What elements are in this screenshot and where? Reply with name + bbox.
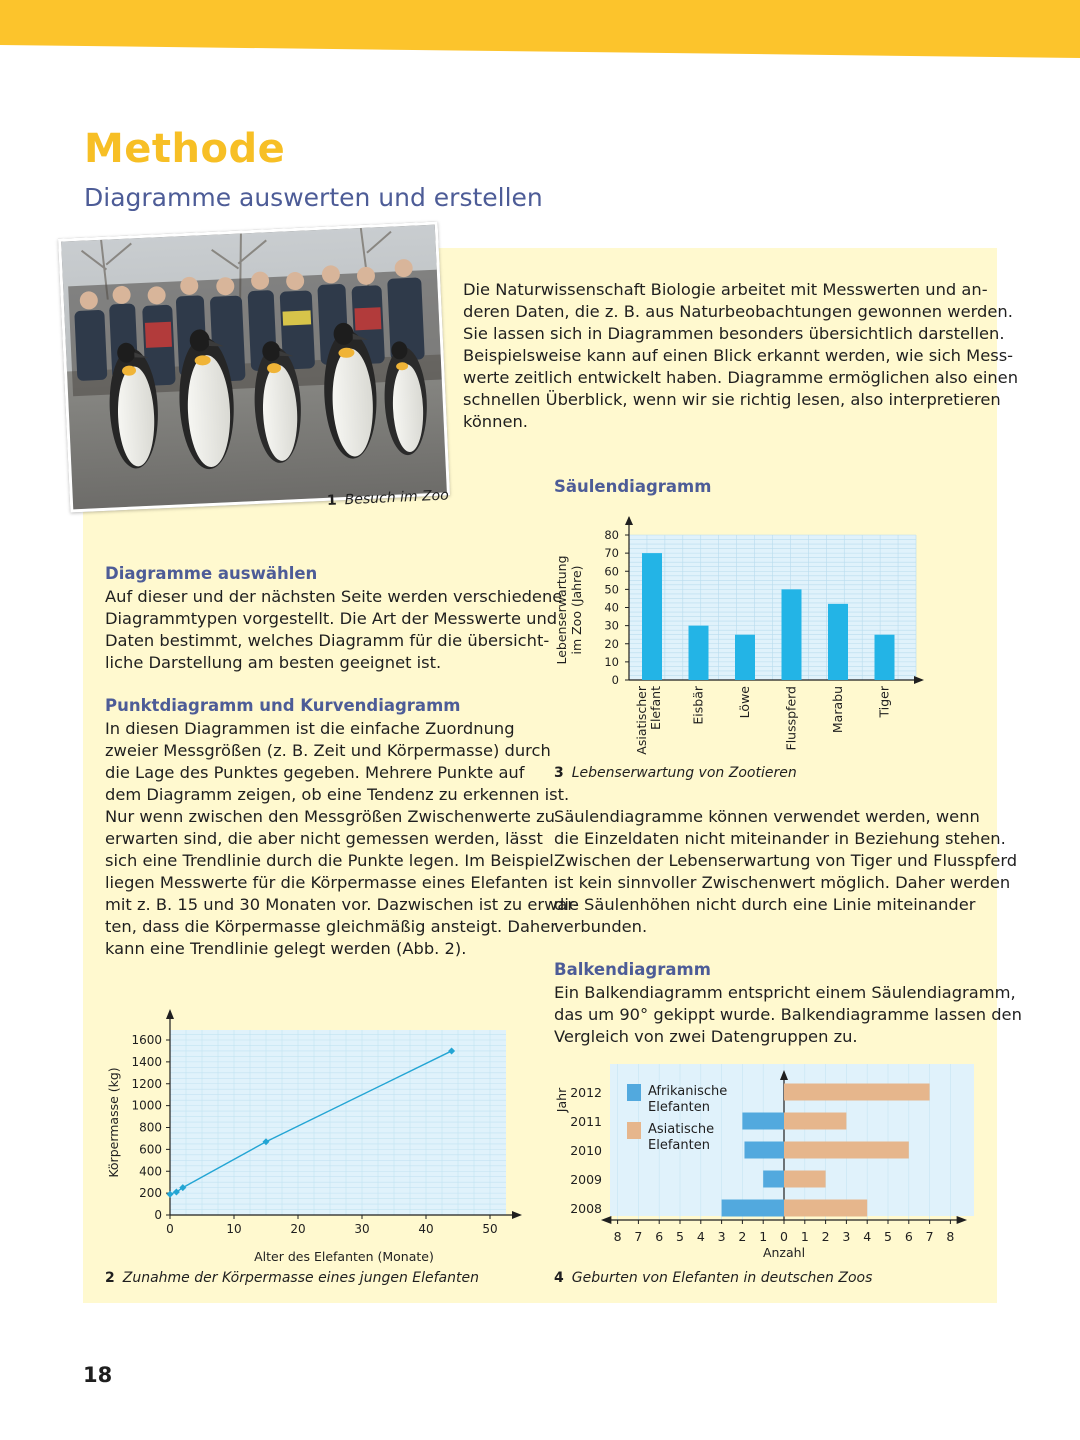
x-tick-label: 30 bbox=[354, 1222, 370, 1236]
y-tick-label: 2009 bbox=[570, 1172, 602, 1187]
select-line: Auf dieser und der nächsten Seite werden verschiedene bbox=[105, 587, 563, 606]
fig4-caption-text: Geburten von Elefanten in deutschen Zoos bbox=[571, 1270, 873, 1286]
x-axis-arrow-right bbox=[957, 1216, 967, 1224]
intro-line: schnellen Überblick, wenn wir sie richtig lesen, also interpretieren bbox=[463, 390, 1001, 409]
legend-label bbox=[648, 1122, 714, 1153]
legend-label-line: Afrikanische bbox=[648, 1084, 728, 1099]
x-tick-label-line: Asiatischer bbox=[634, 686, 649, 755]
column-bar bbox=[828, 604, 848, 680]
point-line: kann eine Trendlinie gelegt werden (Abb. 2). bbox=[105, 939, 467, 958]
y-axis-label-line: im Zoo (Jahre) bbox=[569, 565, 584, 655]
legend-label-line: Elefanten bbox=[648, 1100, 710, 1115]
column-bar bbox=[735, 635, 755, 680]
x-tick-label: 40 bbox=[418, 1222, 434, 1236]
bar-paragraph bbox=[554, 982, 1022, 1048]
x-tick-label bbox=[830, 686, 845, 733]
x-tick-label: 8 bbox=[613, 1229, 622, 1244]
column-chart bbox=[550, 515, 940, 765]
fig2-caption-text: Zunahme der Körpermasse eines jungen Elefanten bbox=[122, 1270, 479, 1286]
zoo-photo bbox=[58, 222, 450, 513]
y-tick-label: 30 bbox=[604, 618, 619, 633]
fig3-caption-text: Lebenserwartung von Zootieren bbox=[571, 765, 797, 781]
column-paragraph bbox=[554, 806, 1017, 938]
column-bar bbox=[875, 635, 895, 680]
x-tick-label: 7 bbox=[634, 1229, 643, 1244]
x-tick-label: 50 bbox=[482, 1222, 498, 1236]
x-tick-label: 2 bbox=[738, 1229, 747, 1244]
y-tick-label: 0 bbox=[154, 1208, 162, 1222]
x-axis-label: Alter des Elefanten (Monate) bbox=[254, 1249, 434, 1264]
point-line: Nur wenn zwischen den Messgrößen Zwischenwerte zu bbox=[105, 807, 555, 826]
x-axis-arrow bbox=[914, 676, 924, 684]
x-tick-label: 1 bbox=[759, 1229, 768, 1244]
intro-line: Sie lassen sich in Diagrammen besonders übersichtlich darstellen. bbox=[463, 324, 1005, 343]
page-number: 18 bbox=[83, 1363, 113, 1387]
x-tick-label bbox=[691, 685, 706, 724]
x-axis-arrow-left bbox=[601, 1216, 611, 1224]
point-line: dem Diagramm zeigen, ob eine Tendenz zu erkennen ist. bbox=[105, 785, 570, 804]
x-tick-label-line: Tiger bbox=[876, 686, 892, 718]
x-tick-label: 5 bbox=[676, 1229, 684, 1244]
point-line: ten, dass die Körpermasse gleichmäßig ansteigt. Daher bbox=[105, 917, 557, 936]
y-tick-label: 1200 bbox=[131, 1076, 162, 1091]
bar-afrikanische bbox=[742, 1113, 784, 1130]
zoo-photo-illustration bbox=[61, 225, 450, 510]
point-line: zweier Messgrößen (z. B. Zeit und Körpermasse) durch bbox=[105, 741, 551, 760]
y-axis-label-line: Lebenserwartung bbox=[554, 555, 569, 665]
point-heading: Punktdiagramm und Kurvendiagramm bbox=[105, 696, 461, 715]
y-axis-label bbox=[554, 555, 584, 664]
column-bar bbox=[782, 589, 802, 680]
x-tick-label: 6 bbox=[904, 1229, 913, 1244]
intro-line: deren Daten, die z. B. aus Naturbeobachtungen gewonnen werden. bbox=[463, 302, 1013, 321]
header-band bbox=[0, 0, 1080, 60]
select-paragraph bbox=[105, 586, 562, 674]
y-tick-label: 2012 bbox=[570, 1085, 602, 1100]
x-tick-label bbox=[877, 685, 892, 718]
bar-asiatische bbox=[784, 1142, 909, 1159]
x-tick-label: 10 bbox=[226, 1222, 242, 1236]
fig2-caption bbox=[105, 1270, 479, 1286]
y-tick-label: 1600 bbox=[131, 1033, 162, 1047]
bar-line: das um 90° gekippt wurde. Balkendiagramme lassen den bbox=[554, 1005, 1022, 1024]
x-tick-label-line: Flusspferd bbox=[783, 686, 799, 751]
y-axis-label: Körpermasse (kg) bbox=[106, 1067, 121, 1178]
y-tick-label: 200 bbox=[139, 1186, 162, 1201]
point-line: mit z. B. 15 und 30 Monaten vor. Dazwischen ist zu erwar- bbox=[105, 895, 579, 914]
y-tick-label: 70 bbox=[604, 546, 619, 561]
x-tick-label bbox=[737, 686, 752, 719]
photo-caption-number: 1 bbox=[326, 492, 338, 509]
y-tick-label: 800 bbox=[139, 1120, 162, 1135]
point-line: In diesen Diagrammen ist die einfache Zuordnung bbox=[105, 719, 515, 738]
x-axis-label: Anzahl bbox=[762, 1245, 806, 1260]
legend-label-line: Elefanten bbox=[648, 1138, 710, 1153]
column-bar bbox=[689, 626, 709, 680]
horizontal-bar-chart bbox=[550, 1062, 980, 1267]
y-tick-label: 1000 bbox=[131, 1098, 162, 1113]
intro-line: können. bbox=[463, 412, 528, 431]
x-tick-label: 4 bbox=[863, 1229, 872, 1244]
x-tick-label: 7 bbox=[925, 1229, 934, 1244]
x-tick-label: 3 bbox=[842, 1229, 851, 1244]
bar-line: Vergleich von zwei Datengruppen zu. bbox=[554, 1027, 858, 1046]
column-line: Säulendiagramme können verwendet werden, wenn bbox=[554, 807, 980, 826]
point-paragraph bbox=[105, 718, 579, 960]
point-line: sich eine Trendlinie durch die Punkte legen. Im Beispiel bbox=[105, 851, 554, 870]
x-tick-label: 1 bbox=[800, 1229, 809, 1244]
bar-heading: Balkendiagramm bbox=[554, 960, 711, 979]
x-tick-label: 3 bbox=[717, 1229, 726, 1244]
point-line: erwarten sind, die aber nicht gemessen werden, lässt bbox=[105, 829, 543, 848]
header-band-shape bbox=[0, 0, 1080, 58]
bar-asiatische bbox=[784, 1113, 846, 1130]
method-heading: Methode bbox=[84, 126, 286, 172]
select-heading: Diagramme auswählen bbox=[105, 564, 318, 583]
column-line: verbunden. bbox=[554, 917, 648, 936]
x-tick-label-line: Marabu bbox=[830, 686, 845, 734]
bar-asiatische bbox=[784, 1171, 826, 1188]
x-tick-label-line: Elefant bbox=[648, 686, 663, 730]
x-tick-label: 0 bbox=[166, 1222, 174, 1236]
legend-label-line: Asiatische bbox=[648, 1122, 715, 1137]
bar-afrikanische bbox=[722, 1200, 784, 1217]
intro-line: werte zeitlich entwickelt haben. Diagramme ermöglichen also einen bbox=[463, 368, 1019, 387]
y-tick-label: 2010 bbox=[570, 1143, 602, 1158]
bar-asiatische bbox=[784, 1200, 867, 1217]
legend-swatch bbox=[627, 1122, 641, 1139]
y-axis-label: Jahr bbox=[554, 1087, 569, 1113]
x-tick-label-line: Löwe bbox=[737, 686, 752, 719]
y-tick-label: 40 bbox=[604, 600, 619, 615]
bar-afrikanische bbox=[744, 1142, 784, 1159]
column-line: Zwischen der Lebenserwartung von Tiger und Flusspferd bbox=[554, 851, 1018, 870]
y-tick-label: 2011 bbox=[570, 1114, 602, 1129]
fig3-caption bbox=[554, 765, 797, 781]
x-tick-label bbox=[634, 685, 663, 755]
y-tick-label: 0 bbox=[611, 673, 619, 687]
fig2-caption-number: 2 bbox=[105, 1270, 115, 1286]
x-axis-arrow bbox=[512, 1211, 522, 1219]
y-tick-label: 2008 bbox=[570, 1201, 602, 1216]
photo-caption-text: Besuch im Zoo bbox=[344, 487, 450, 509]
x-tick-label: 8 bbox=[946, 1229, 955, 1244]
x-tick-label: 20 bbox=[290, 1222, 306, 1236]
x-tick-label-line: Eisbär bbox=[690, 686, 706, 725]
point-line: liegen Messwerte für die Körpermasse eines Elefanten bbox=[105, 873, 548, 892]
x-tick-label: 0 bbox=[780, 1229, 788, 1244]
fig4-caption-number: 4 bbox=[554, 1270, 564, 1286]
intro-line: Die Naturwissenschaft Biologie arbeitet mit Messwerten und an- bbox=[463, 280, 988, 299]
select-line: liche Darstellung am besten geeignet ist. bbox=[105, 653, 442, 672]
y-tick-label: 80 bbox=[604, 528, 619, 542]
x-tick-label: 6 bbox=[655, 1229, 664, 1244]
bar-line: Ein Balkendiagramm entspricht einem Säulendiagramm, bbox=[554, 983, 1016, 1002]
column-bar bbox=[642, 553, 662, 680]
intro-line: Beispielsweise kann auf einen Blick erkannt werden, wie sich Mess- bbox=[463, 346, 1014, 365]
page-subtitle: Diagramme auswerten und erstellen bbox=[84, 183, 543, 212]
y-tick-label: 10 bbox=[604, 654, 619, 669]
intro-paragraph bbox=[463, 279, 1018, 433]
column-heading: Säulendiagramm bbox=[554, 477, 712, 496]
y-tick-label: 600 bbox=[139, 1142, 162, 1157]
select-line: Diagrammtypen vorgestellt. Die Art der Messwerte und bbox=[105, 609, 558, 628]
plot-background bbox=[170, 1030, 506, 1215]
y-tick-label: 50 bbox=[604, 582, 619, 597]
point-line: die Lage des Punktes gegeben. Mehrere Punkte auf bbox=[105, 763, 525, 782]
fig4-caption bbox=[554, 1270, 872, 1286]
y-axis-arrow bbox=[625, 516, 633, 525]
x-tick-label: 2 bbox=[821, 1229, 830, 1244]
bar-asiatische bbox=[784, 1084, 930, 1101]
bar-afrikanische bbox=[763, 1171, 784, 1188]
legend-swatch bbox=[627, 1084, 641, 1101]
x-tick-label: 4 bbox=[696, 1229, 705, 1244]
column-line: die Säulenhöhen nicht durch eine Linie miteinander bbox=[554, 895, 976, 914]
column-line: ist kein sinnvoller Zwischenwert möglich. Daher werden bbox=[554, 873, 1011, 892]
x-tick-label: 5 bbox=[884, 1229, 892, 1244]
select-line: Daten bestimmt, welches Diagramm für die übersicht- bbox=[105, 631, 550, 650]
y-tick-label: 20 bbox=[604, 636, 619, 651]
fig3-caption-number: 3 bbox=[554, 765, 564, 781]
y-tick-label: 60 bbox=[604, 564, 619, 579]
column-line: die Einzeldaten nicht miteinander in Beziehung stehen. bbox=[554, 829, 1006, 848]
y-axis-arrow bbox=[166, 1009, 174, 1019]
y-tick-label: 1400 bbox=[131, 1054, 162, 1069]
line-chart bbox=[100, 1005, 530, 1270]
x-tick-label bbox=[784, 686, 799, 751]
y-tick-label: 400 bbox=[139, 1164, 162, 1179]
